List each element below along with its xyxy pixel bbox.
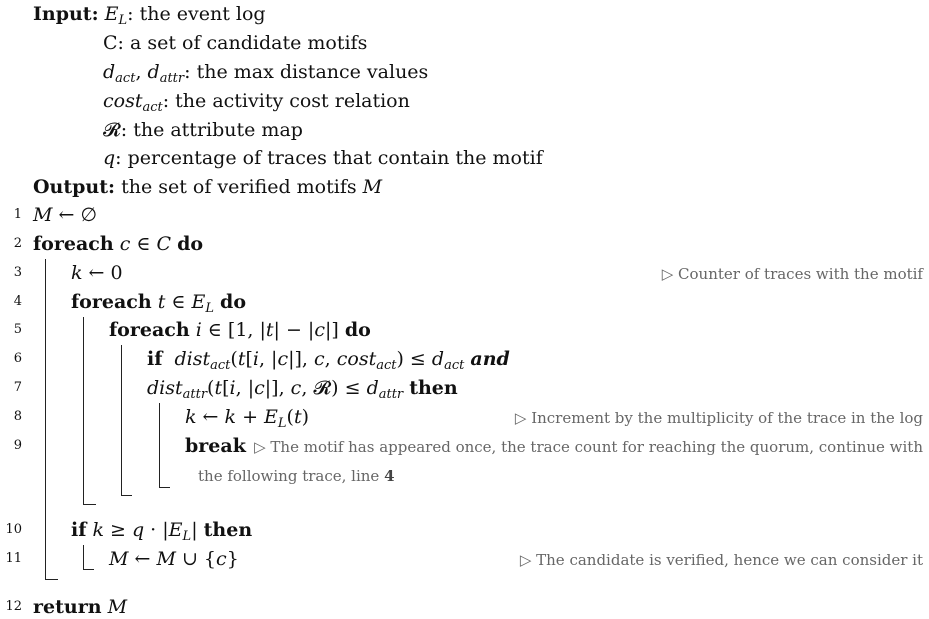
line-number-10: 10	[5, 522, 22, 537]
line-number-2: 2	[13, 236, 22, 251]
code-line-6: if dist$_{act}$(t[i, |c|], c, $\cos t_{act}) \le d_{act}$ and	[147, 348, 510, 373]
input-text: : percentage of traces that contain the motif	[115, 147, 543, 169]
input-line-cost: cost$_{act}$: the activity cost relation	[103, 90, 410, 115]
block-line-foreach-i	[121, 345, 122, 495]
block-line-if-then	[159, 403, 160, 487]
block-end-foreach-c	[45, 579, 58, 580]
input-line-percentage: q: percentage of traces that contain the motif	[103, 147, 543, 169]
code-line-5: foreach i ∈ [1, |t| − |c|] do	[109, 319, 371, 341]
line-number-11: 11	[5, 551, 22, 566]
input-label: Input:	[33, 3, 99, 25]
code-line-2: foreach c ∈ C do	[33, 233, 204, 255]
line-number-5: 5	[13, 322, 22, 337]
code-line-1: M ← ∅	[33, 204, 98, 226]
line-reference: 4	[384, 467, 395, 485]
input-line-distances: $d_{act}$, $d_{attr}$: the max distance values	[103, 61, 429, 86]
line-number-4: 4	[13, 294, 22, 309]
output-label: Output:	[33, 176, 116, 198]
block-end-foreach-i	[121, 495, 132, 496]
code-line-9: break	[185, 435, 246, 457]
input-line-event-log: Input: $E_L$: the event log	[33, 3, 266, 28]
block-line-foreach-c	[45, 259, 46, 579]
code-line-8: k ← $k + E_L(t)$	[185, 406, 310, 431]
line-number-12: 12	[5, 599, 22, 614]
input-line-candidates	[103, 31, 367, 55]
block-end-foreach-t	[83, 504, 96, 505]
input-symbol: E	[104, 3, 119, 25]
line-number-6: 6	[13, 351, 22, 366]
line-number-7: 7	[13, 380, 22, 395]
input-line-attribute-map: 𝓡: the attribute map	[103, 119, 303, 141]
block-line-if-verified	[83, 545, 84, 569]
comment-line-9-continued: the following trace, line 4	[198, 467, 395, 485]
output-line: Output: the set of verified motifs M	[33, 176, 383, 198]
input-text: : the max distance values	[184, 61, 429, 83]
comment-line-9: ▷ The motif has appeared once, the trace count for reaching the quorum, continue with	[254, 438, 923, 456]
comment-line-11: ▷ The candidate is verified, hence we can consider it	[519, 551, 923, 569]
line-number-3: 3	[13, 265, 22, 280]
input-text: : the activity cost relation	[162, 90, 410, 112]
input-text: : the event log	[127, 3, 266, 25]
code-line-11: M ← M ∪ {c}	[109, 548, 239, 570]
block-end-if-then	[159, 487, 170, 488]
code-line-3: k ← 0	[71, 262, 123, 284]
line-number-1: 1	[13, 207, 22, 222]
line-number-9: 9	[13, 438, 22, 453]
code-line-7: dist$_{attr}$(t[i, |c|], c, 𝓡) ≤ $d_{attr}$ then	[147, 377, 458, 402]
code-line-10: if $k \ge q \cdot |E_L|$ then	[71, 519, 253, 544]
code-line-12: return M	[33, 596, 128, 618]
line-number-8: 8	[13, 409, 22, 424]
block-line-foreach-t	[83, 317, 84, 504]
code-line-4: foreach t ∈ $E_L$ do	[71, 291, 247, 316]
comment-line-3: ▷ Counter of traces with the motif	[661, 265, 923, 283]
input-symbol: C	[103, 32, 118, 54]
input-text: : a set of candidate motifs	[117, 32, 368, 54]
block-end-if-verified	[83, 569, 94, 570]
input-text: : the attribute map	[120, 119, 303, 141]
comment-line-8: ▷ Increment by the multiplicity of the trace in the log	[514, 409, 923, 427]
